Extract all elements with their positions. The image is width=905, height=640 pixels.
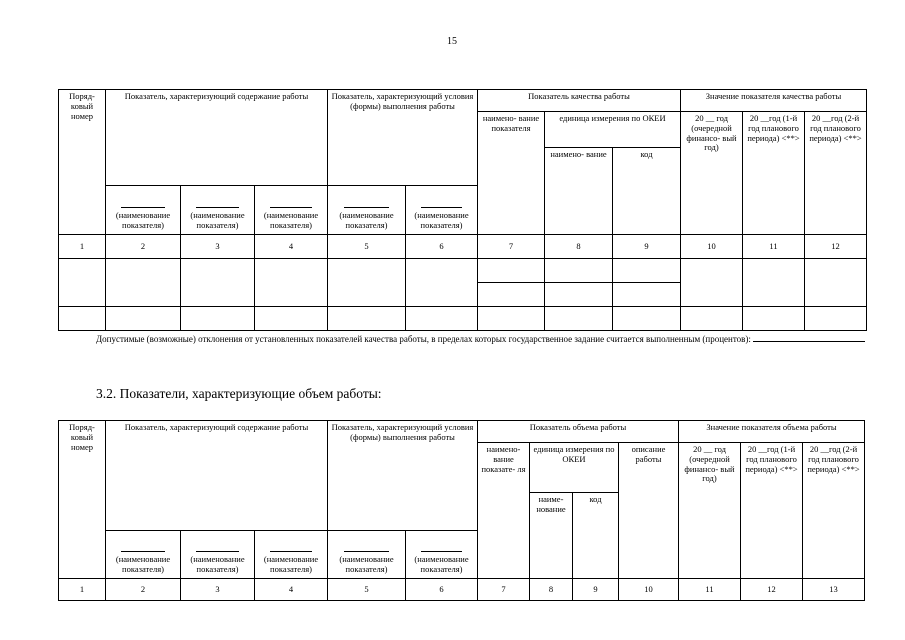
name-caption: (наименование показателя) (190, 554, 245, 575)
indicator-name-cell[interactable] (328, 186, 406, 235)
indicator-name-cell[interactable] (406, 186, 478, 235)
data-cell[interactable] (545, 259, 613, 283)
page-number: 15 (447, 36, 457, 47)
column-number: 12 (741, 579, 803, 601)
data-cell[interactable] (406, 259, 478, 307)
column-number: 4 (255, 235, 328, 259)
year-2-header: 20 __год (1-й год планового периода) <**> (743, 112, 805, 235)
data-cell[interactable] (478, 307, 545, 331)
data-cell[interactable] (613, 307, 681, 331)
data-cell[interactable] (743, 259, 805, 307)
order-column-header: Поряд- ковый номер (59, 421, 106, 579)
column-number: 9 (613, 235, 681, 259)
tolerance-note (60, 333, 868, 345)
indicator-name-cell[interactable] (406, 531, 478, 579)
name-blank-line (196, 551, 239, 552)
column-number: 5 (328, 235, 406, 259)
volume-value-header: Значение показателя объема работы (679, 421, 865, 443)
column-number: 3 (181, 235, 255, 259)
data-cell[interactable] (613, 259, 681, 283)
data-cell[interactable] (478, 283, 545, 307)
name-blank-line (421, 551, 462, 552)
indicator-name-cell[interactable] (106, 186, 181, 235)
column-number: 8 (530, 579, 573, 601)
name-caption: (наименование показателя) (263, 554, 319, 575)
data-cell[interactable] (255, 259, 328, 307)
name-caption: (наименование показателя) (414, 210, 469, 231)
year-3-header: 20 __год (2-й год планового периода) <**> (805, 112, 867, 235)
indicator-name-cell[interactable] (328, 531, 406, 579)
volume-indicators-table (58, 420, 865, 601)
conditions-indicator-header: Показатель, характеризующий условия (формы) выполнения работы (328, 421, 478, 531)
data-cell[interactable] (328, 259, 406, 307)
name-blank-line (270, 207, 312, 208)
name-caption: (наименование показателя) (414, 554, 469, 575)
column-number: 10 (619, 579, 679, 601)
column-number: 4 (255, 579, 328, 601)
unit-name-header: наиме- нование (530, 493, 573, 579)
unit-code-header: код (573, 493, 619, 579)
data-cell[interactable] (181, 307, 255, 331)
data-cell[interactable] (545, 307, 613, 331)
tolerance-value-field[interactable] (753, 333, 865, 342)
okei-unit-header: единица измерения по ОКЕИ (545, 112, 681, 148)
column-number: 11 (743, 235, 805, 259)
year-3-header: 20 __год (2-й год планового периода) <**> (803, 443, 865, 579)
content-indicator-header: Показатель, характеризующий содержание работы (106, 90, 328, 186)
indicator-name-cell[interactable] (255, 186, 328, 235)
indicator-name-cell[interactable] (255, 531, 328, 579)
name-caption: (наименование показателя) (339, 554, 394, 575)
work-description-header: описание работы (619, 443, 679, 579)
column-number: 13 (803, 579, 865, 601)
okei-unit-header: единица измерения по ОКЕИ (530, 443, 619, 493)
data-cell[interactable] (805, 259, 867, 307)
column-number: 1 (59, 235, 106, 259)
data-cell[interactable] (106, 259, 181, 307)
name-blank-line (270, 551, 312, 552)
name-blank-line (121, 207, 164, 208)
column-number: 10 (681, 235, 743, 259)
data-cell[interactable] (59, 307, 106, 331)
year-1-header: 20 __ год (очередной финансо- вый год) (681, 112, 743, 235)
column-number: 8 (545, 235, 613, 259)
column-number: 7 (478, 579, 530, 601)
data-cell[interactable] (681, 307, 743, 331)
conditions-indicator-header: Показатель, характеризующий условия (формы) выполнения работы (328, 90, 478, 186)
indicator-name-cell[interactable] (181, 186, 255, 235)
data-cell[interactable] (406, 307, 478, 331)
name-caption: (наименование показателя) (115, 554, 171, 575)
unit-code-header: код (613, 148, 681, 235)
column-number: 12 (805, 235, 867, 259)
data-cell[interactable] (743, 307, 805, 331)
content-indicator-header: Показатель, характеризующий содержание работы (106, 421, 328, 531)
column-number: 9 (573, 579, 619, 601)
quality-indicator-header: Показатель качества работы (478, 90, 681, 112)
indicator-name-header: наимено- вание показателя (478, 112, 545, 235)
year-2-header: 20 __год (1-й год планового периода) <**> (741, 443, 803, 579)
quality-indicators-table (58, 89, 867, 331)
name-caption: (наименование показателя) (339, 210, 394, 231)
column-number: 2 (106, 579, 181, 601)
column-number: 6 (406, 579, 478, 601)
data-cell[interactable] (681, 259, 743, 307)
data-cell[interactable] (328, 307, 406, 331)
indicator-name-header: наимено- вание показате- ля (478, 443, 530, 579)
volume-indicator-header: Показатель объема работы (478, 421, 679, 443)
name-blank-line (344, 207, 389, 208)
name-blank-line (196, 207, 239, 208)
column-number: 2 (106, 235, 181, 259)
data-cell[interactable] (478, 259, 545, 283)
data-cell[interactable] (613, 283, 681, 307)
data-cell[interactable] (106, 307, 181, 331)
tolerance-note-text: Допустимые (возможные) отклонения от установленных показателей качества работы, в пределах которых государственное задание считается выполненным (процентов): (96, 334, 751, 344)
indicator-name-cell[interactable] (106, 531, 181, 579)
name-blank-line (421, 207, 462, 208)
column-number: 1 (59, 579, 106, 601)
indicator-name-cell[interactable] (181, 531, 255, 579)
data-cell[interactable] (805, 307, 867, 331)
column-number: 5 (328, 579, 406, 601)
column-number: 3 (181, 579, 255, 601)
section-heading: 3.2. Показатели, характеризующие объем работы: (96, 386, 382, 401)
data-cell[interactable] (181, 259, 255, 307)
column-number: 11 (679, 579, 741, 601)
column-number: 7 (478, 235, 545, 259)
name-caption: (наименование показателя) (263, 210, 319, 231)
data-cell[interactable] (59, 259, 106, 307)
order-column-header: Поряд- ковый номер (59, 90, 106, 235)
data-cell[interactable] (545, 283, 613, 307)
column-number: 6 (406, 235, 478, 259)
year-1-header: 20 __ год (очередной финансо- вый год) (679, 443, 741, 579)
name-caption: (наименование показателя) (115, 210, 171, 231)
data-cell[interactable] (255, 307, 328, 331)
unit-name-header: наимено- вание (545, 148, 613, 235)
name-caption: (наименование показателя) (190, 210, 245, 231)
quality-value-header: Значение показателя качества работы (681, 90, 867, 112)
name-blank-line (344, 551, 389, 552)
name-blank-line (121, 551, 164, 552)
